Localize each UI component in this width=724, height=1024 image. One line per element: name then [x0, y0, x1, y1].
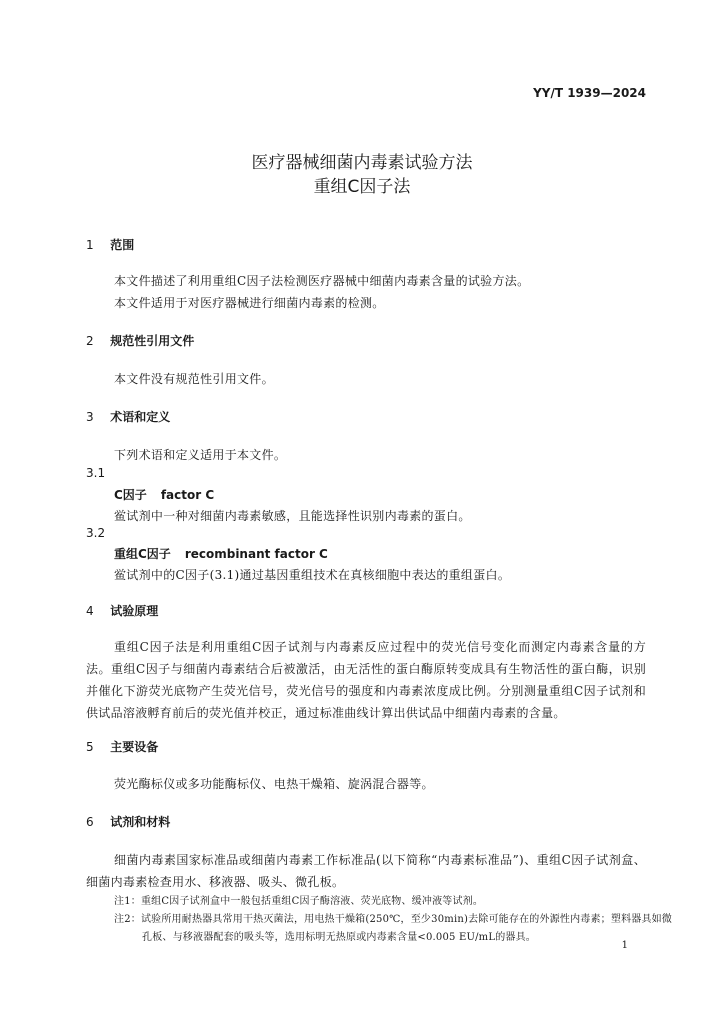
clause-number: 3.2 [86, 526, 106, 540]
term-entry [114, 545, 328, 562]
term-entry [114, 486, 214, 503]
note-1: 注1：重组C因子试剂盒中一般包括重组C因子酶溶液、荧光底物、缓冲液等试剂。 [114, 896, 484, 907]
section-heading-6 [86, 813, 170, 830]
clause-number: 3.1 [86, 466, 106, 480]
term-definition: 鲎试剂中的C因子(3.1)通过基因重组技术在真核细胞中表达的重组蛋白。 [114, 568, 511, 582]
document-subtitle: 重组C因子法 [313, 177, 411, 197]
standard-code: YY/T 1939—2024 [533, 86, 646, 100]
term-definition: 鲎试剂中一种对细菌内毒素敏感，且能选择性识别内毒素的蛋白。 [114, 509, 471, 523]
term-zh: 重组C因子 [114, 547, 171, 561]
note-2: 注2：试验所用耐热器具常用干热灭菌法，用电热干燥箱(250℃，至少30min)去除可能存在的外源性内毒素；塑料器具如微孔板、与移液器配套的吸头等，选用标明无热原或内毒素含量<0.005 EU/mL的器具。 [114, 914, 673, 943]
references-paragraph: 本文件没有规范性引用文件。 [114, 372, 274, 386]
term-en: factor C [160, 488, 215, 502]
scope-paragraph-1: 本文件描述了利用重组C因子法检测医疗器械中细菌内毒素含量的试验方法。 [114, 274, 530, 288]
section-number: 5 [86, 740, 94, 754]
section-heading-1 [86, 236, 134, 253]
section-heading-5 [86, 738, 158, 755]
document-title: 医疗器械细菌内毒素试验方法 [251, 153, 473, 173]
reagents-paragraph: 细菌内毒素国家标准品或细菌内毒素工作标准品(以下简称“内毒素标准品”)、重组C因子试剂盒、细菌内毒素检查用水、移液器、吸头、微孔板。 [86, 853, 646, 889]
section-title: 范围 [110, 238, 135, 252]
section-title: 规范性引用文件 [110, 334, 195, 348]
section-number: 4 [86, 604, 94, 618]
section-heading-3 [86, 408, 170, 425]
principle-paragraph: 重组C因子法是利用重组C因子试剂与内毒素反应过程中的荧光信号变化而测定内毒素含量的方法。重组C因子与细菌内毒素结合后被激活，由无活性的蛋白酶原转变成具有生物活性的蛋白酶，识别并催化下游荧光底物产生荧光信号，荧光信号的强度和内毒素浓度成比例。分别测量重组C因子试剂和供试品溶液孵育前后的荧光值并校正，通过标准曲线计算出供试品中细菌内毒素的含量。 [86, 640, 646, 720]
equipment-paragraph: 荧光酶标仪或多功能酶标仪、电热干燥箱、旋涡混合器等。 [114, 777, 434, 791]
section-title: 主要设备 [110, 740, 159, 754]
section-number: 3 [86, 410, 94, 424]
section-heading-4 [86, 602, 158, 619]
section-heading-2 [86, 332, 194, 349]
section-number: 2 [86, 334, 94, 348]
section-title: 术语和定义 [110, 410, 171, 424]
section-number: 6 [86, 815, 94, 829]
term-zh: C因子 [114, 488, 147, 502]
section-title: 试验原理 [110, 604, 159, 618]
section-title: 试剂和材料 [110, 815, 171, 829]
terms-intro: 下列术语和定义适用于本文件。 [114, 448, 287, 462]
term-en: recombinant factor C [184, 547, 328, 561]
page-number: 1 [621, 940, 628, 951]
section-number: 1 [86, 238, 94, 252]
scope-paragraph-2: 本文件适用于对医疗器械进行细菌内毒素的检测。 [114, 296, 385, 310]
